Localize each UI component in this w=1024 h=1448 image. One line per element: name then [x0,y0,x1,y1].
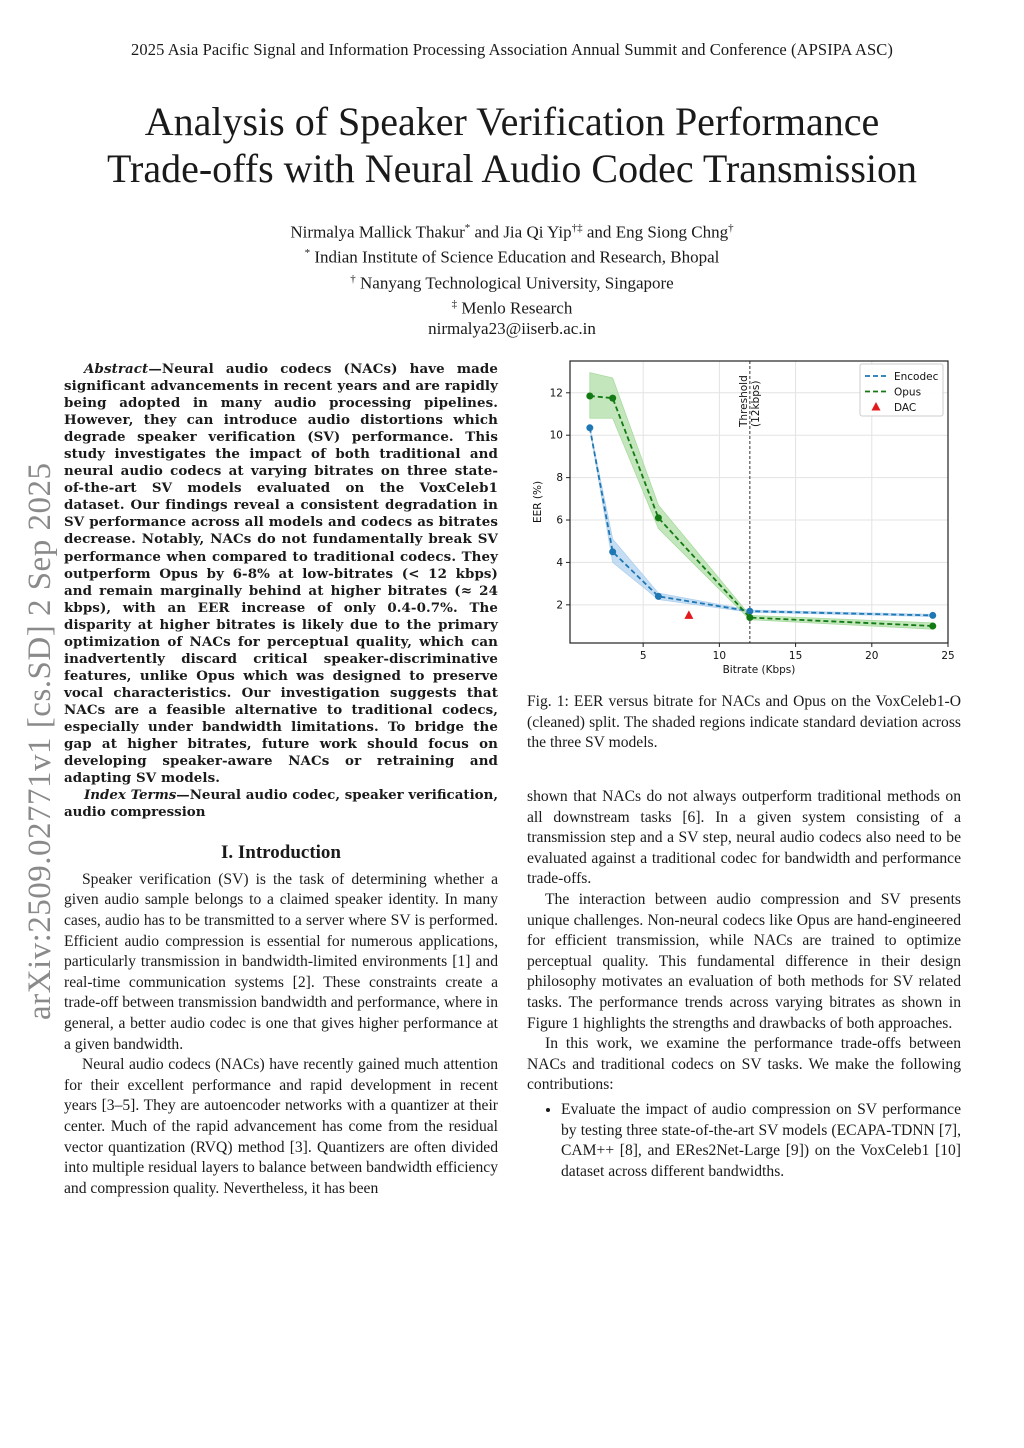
data-point-opus [746,614,753,621]
section-heading: I. Introduction [220,842,341,864]
y-tick-label: 6 [556,514,563,527]
x-tick-label: 10 [712,650,727,662]
y-tick-label: 4 [556,556,563,569]
author-names [0,218,1024,243]
index-terms [64,787,498,821]
left-column [64,361,498,1199]
data-point-encodec [586,424,593,431]
chart-legend [860,364,943,416]
contributions-list [527,1100,961,1182]
abstract [64,361,498,787]
paper-title [0,98,1024,192]
affiliation [0,243,1024,268]
abstract-text: —Neural audio codecs (NACs) have made significant advancements in recent years and are rapidly being adopted in many audio processing pipelines. However, they can introduce audio distortions which degrade speaker verification (SV) performance. This study investigates the impact of both traditional and neural audio codecs at varying bitrates on three state-of-the-art SV models evaluated on the VoxCeleb1 dataset. Our findings reveal a consistent degradation in SV performance across all models and codecs as bitrates decrease. Notably, NACs do not fundamentally break SV performance when compared to traditional codecs. They outperform Opus by 6-8% at low-bitrates (< 12 kbps) and remain marginally behind at higher bitrates (≈ 24 kbps), with an EER increase of only 0.4-0.7%. The disparity at higher bitrates is likely due to the primary optimization of NACs for perceptual quality, which can inadvertently discard critical speaker-discriminative features, unlike Opus which was designed to preserve vocal characteristics. Our investigation suggests that NACs are a feasible alternative to traditional codecs, especially under bandwidth limitations. To bridge the gap at higher bitrates, future work should focus on developing speaker-aware NACs or retraining and adapting SV models. [64,361,498,787]
x-tick-label: 15 [788,650,803,662]
arxiv-stamp[interactable]: arXiv:2509.02771v1 [cs.SD] 2 Sep 2025 [22,462,58,1020]
body-paragraph: Neural audio codecs (NACs) have recently gained much attention for their excellent performance and rapid development in recent years [3–5]. They are autoencoder networks with a quantizer at their center. Much of the rapid advancement has come from the residual vector quantization (RVQ) method [3]. Quantizers are often divided into multiple residual layers to balance between bandwidth efficiency and compression quality. Nevertheless, it has been [64,1056,498,1197]
body-paragraph: In this work, we examine the performance trade-offs between NACs and traditional codecs on SV tasks. We make the following contributions: [527,1035,961,1094]
author-separator: and [470,222,504,242]
index-terms-label: Index Terms [84,787,177,804]
y-tick-label: 2 [556,599,563,612]
y-tick-label: 10 [549,429,563,442]
title-line-2: Trade-offs with Neural Audio Codec Transmission [107,146,917,191]
eer-bitrate-chart [527,355,967,685]
x-tick-label: 25 [941,650,955,662]
data-point-opus [609,395,616,402]
affiliation-mark: † [350,272,356,285]
conference-header: 2025 Asia Pacific Signal and Information Processing Association Annual Summit and Conference (APSIPA ASC) [131,40,893,59]
author-name: Jia Qi Yip [503,222,572,242]
contribution-item: • Evaluate the impact of audio compression on SV performance by testing three state-of-the-art SV models (ECAPA-TDNN [7], CAM++ [8], and ERes2Net-Large [9]) on the VoxCeleb1 [10] dataset across different bandwidths. [561,1100,961,1182]
y-tick-label: 12 [549,387,563,400]
affiliation-mark: † [728,222,734,234]
y-axis-label: EER (%) [532,480,544,524]
y-tick-label: 8 [556,472,563,485]
title-line-1: Analysis of Speaker Verification Performance [144,99,880,144]
data-point-encodec [609,548,616,555]
affiliation-mark: ‡ [451,297,458,310]
data-point-opus [655,514,662,521]
author-name: Eng Siong Chng [615,222,729,242]
threshold-label: Threshold [737,375,750,427]
right-column [527,787,961,1182]
affiliation [0,294,1024,319]
data-point-opus [586,392,593,399]
body-paragraph: Speaker verification (SV) is the task of determining whether a given audio sample belongs to a claimed speaker identity. In many cases, audio has to be transmitted to a server where SV is performed. Efficient audio compression is essential for numerous applications, particularly transmission in bandwidth-limited environments [1] and real-time communication systems [2]. These constraints create a trade-off between transmission bandwidth and performance, where in general, a better audio codec is one that gives higher performance at a given bandwidth. [64,870,498,1053]
affiliation-text: Menlo Research [461,298,573,318]
affiliation-mark: * [304,247,311,260]
index-terms-text: —Neural audio codec, speaker verification, audio compression [64,787,498,821]
data-point-opus [929,623,936,630]
legend-label-opus: Opus [894,386,922,399]
legend-label-dac: DAC [894,402,917,414]
figure-1-chart [527,355,967,685]
author-email[interactable]: nirmalya23@iiserb.ac.in [428,319,596,338]
body-paragraph: The interaction between audio compression and SV presents unique challenges. Non-neural codecs like Opus are hand-engineered for efficient transmission, while NACs are trained to optimize perceptual quality. This fundamental difference in their design philosophy motivates an evaluation of both methods for SV related tasks. The performance trends across varying bitrates as shown in Figure 1 highlights the strengths and drawbacks of both approaches. [527,890,961,1032]
figure-caption: Fig. 1: EER versus bitrate for NACs and Opus on the VoxCeleb1-O (cleaned) split. The shaded regions indicate standard deviation across the three SV models. [527,693,961,752]
x-axis-label: Bitrate (Kbps) [722,664,796,676]
x-tick-label: 20 [865,650,879,662]
data-point-encodec [929,612,936,619]
author-name: Nirmalya Mallick Thakur [290,222,465,242]
threshold-label-kbps: (12kbps) [749,380,762,427]
affiliation-mark: †‡ [571,222,583,234]
author-separator: and [582,222,616,242]
legend-label-encodec: Encodec [894,371,939,383]
affiliation-text: Nanyang Technological University, Singapore [360,273,674,293]
x-tick-label: 5 [639,650,647,662]
affiliation-text: Indian Institute of Science Education and Research, Bhopal [314,247,720,267]
data-point-encodec [655,593,662,600]
affiliation-mark: * [464,222,471,234]
abstract-label: Abstract [84,361,149,377]
affiliation [0,269,1024,294]
author-block [0,218,1024,340]
body-paragraph: shown that NACs do not always outperform traditional methods on all downstream tasks [6]. In a given system consisting of a transmission step and a SV step, neural audio codecs also need to be evaluated against a traditional codec for bandwidth and performance trade-offs. [527,788,961,888]
